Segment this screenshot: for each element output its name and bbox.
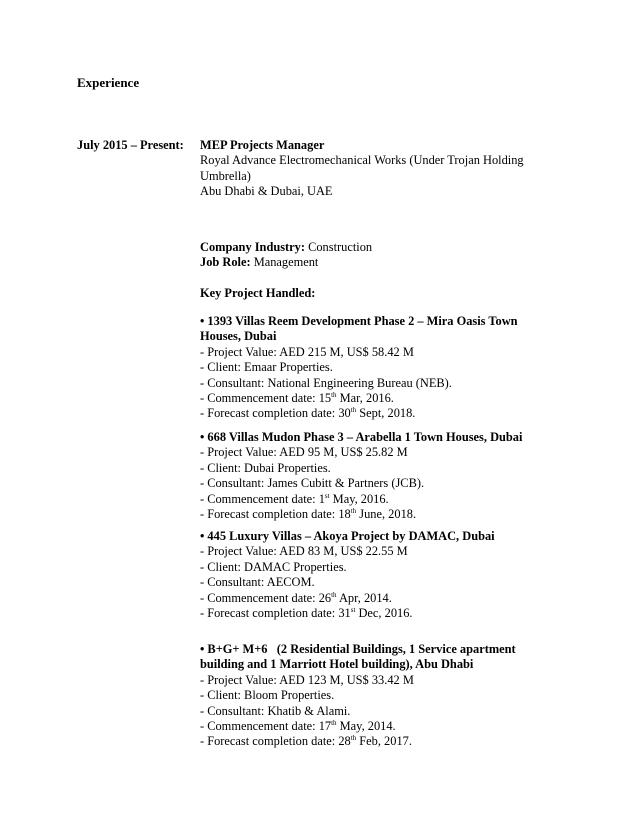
job-role-value: Management bbox=[250, 255, 319, 270]
company-industry-label: Company Industry: bbox=[200, 240, 305, 254]
company-name-line1: Royal Advance Electromechanical Works (Under Trojan Holding bbox=[200, 153, 524, 168]
key-projects-heading: Key Project Handled: bbox=[200, 286, 316, 300]
job-role bbox=[200, 255, 560, 270]
job-role-label: Job Role: bbox=[200, 255, 251, 270]
position-block bbox=[200, 138, 560, 200]
project-title-line1: • B+G+ M+6 (2 Residential Buildings, 1 Service apartment bbox=[200, 642, 516, 656]
project-title-line1: • 1393 Villas Reem Development Phase 2 – Mira Oasis Town bbox=[200, 314, 518, 328]
project-value: - Project Value: AED 123 M, US$ 33.42 M bbox=[200, 672, 414, 687]
position-date-range: July 2015 – Present: bbox=[77, 138, 184, 152]
project-item bbox=[200, 430, 560, 522]
project-client: - Client: DAMAC Properties. bbox=[200, 559, 347, 574]
project-title-line2: Houses, Dubai bbox=[200, 329, 277, 344]
project-title-line1: • 668 Villas Mudon Phase 3 – Arabella 1 Town Houses, Dubai bbox=[200, 430, 523, 444]
project-client: - Client: Bloom Properties. bbox=[200, 688, 335, 703]
project-completion: - Forecast completion date: 30th Sept, 2018. bbox=[200, 406, 416, 421]
project-value: - Project Value: AED 215 M, US$ 58.42 M bbox=[200, 344, 414, 359]
project-consultant: - Consultant: National Engineering Bureau (NEB). bbox=[200, 375, 452, 390]
project-commencement: - Commencement date: 17th May, 2014. bbox=[200, 719, 396, 734]
project-value: - Project Value: AED 83 M, US$ 22.55 M bbox=[200, 544, 408, 559]
project-client: - Client: Dubai Properties. bbox=[200, 460, 331, 475]
position-title: MEP Projects Manager bbox=[200, 138, 325, 152]
project-item bbox=[200, 314, 560, 422]
project-item bbox=[200, 529, 560, 621]
project-completion: - Forecast completion date: 31st Dec, 2016. bbox=[200, 606, 413, 621]
project-item bbox=[200, 642, 560, 750]
company-name-line2: Umbrella) bbox=[200, 168, 251, 183]
project-commencement: - Commencement date: 1st May, 2016. bbox=[200, 491, 389, 506]
project-commencement: - Commencement date: 15th Mar, 2016. bbox=[200, 391, 394, 406]
project-title-line1: • 445 Luxury Villas – Akoya Project by DAMAC, Dubai bbox=[200, 529, 495, 543]
project-consultant: - Consultant: AECOM. bbox=[200, 575, 315, 590]
company-industry bbox=[200, 240, 560, 255]
project-title-line2: building and 1 Marriott Hotel building), Abu Dhabi bbox=[200, 657, 474, 672]
details-block bbox=[200, 240, 560, 271]
project-consultant: - Consultant: Khatib & Alami. bbox=[200, 703, 351, 718]
project-client: - Client: Emaar Properties. bbox=[200, 360, 333, 375]
project-completion: - Forecast completion date: 28th Feb, 2017. bbox=[200, 734, 412, 749]
project-commencement: - Commencement date: 26th Apr, 2014. bbox=[200, 590, 392, 605]
section-heading-experience: Experience bbox=[77, 75, 140, 90]
position-location: Abu Dhabi & Dubai, UAE bbox=[200, 184, 333, 199]
company-industry-value: Construction bbox=[305, 240, 373, 254]
project-consultant: - Consultant: James Cubitt & Partners (JCB). bbox=[200, 476, 425, 491]
project-completion: - Forecast completion date: 18th June, 2018. bbox=[200, 507, 417, 522]
project-value: - Project Value: AED 95 M, US$ 25.82 M bbox=[200, 445, 408, 460]
